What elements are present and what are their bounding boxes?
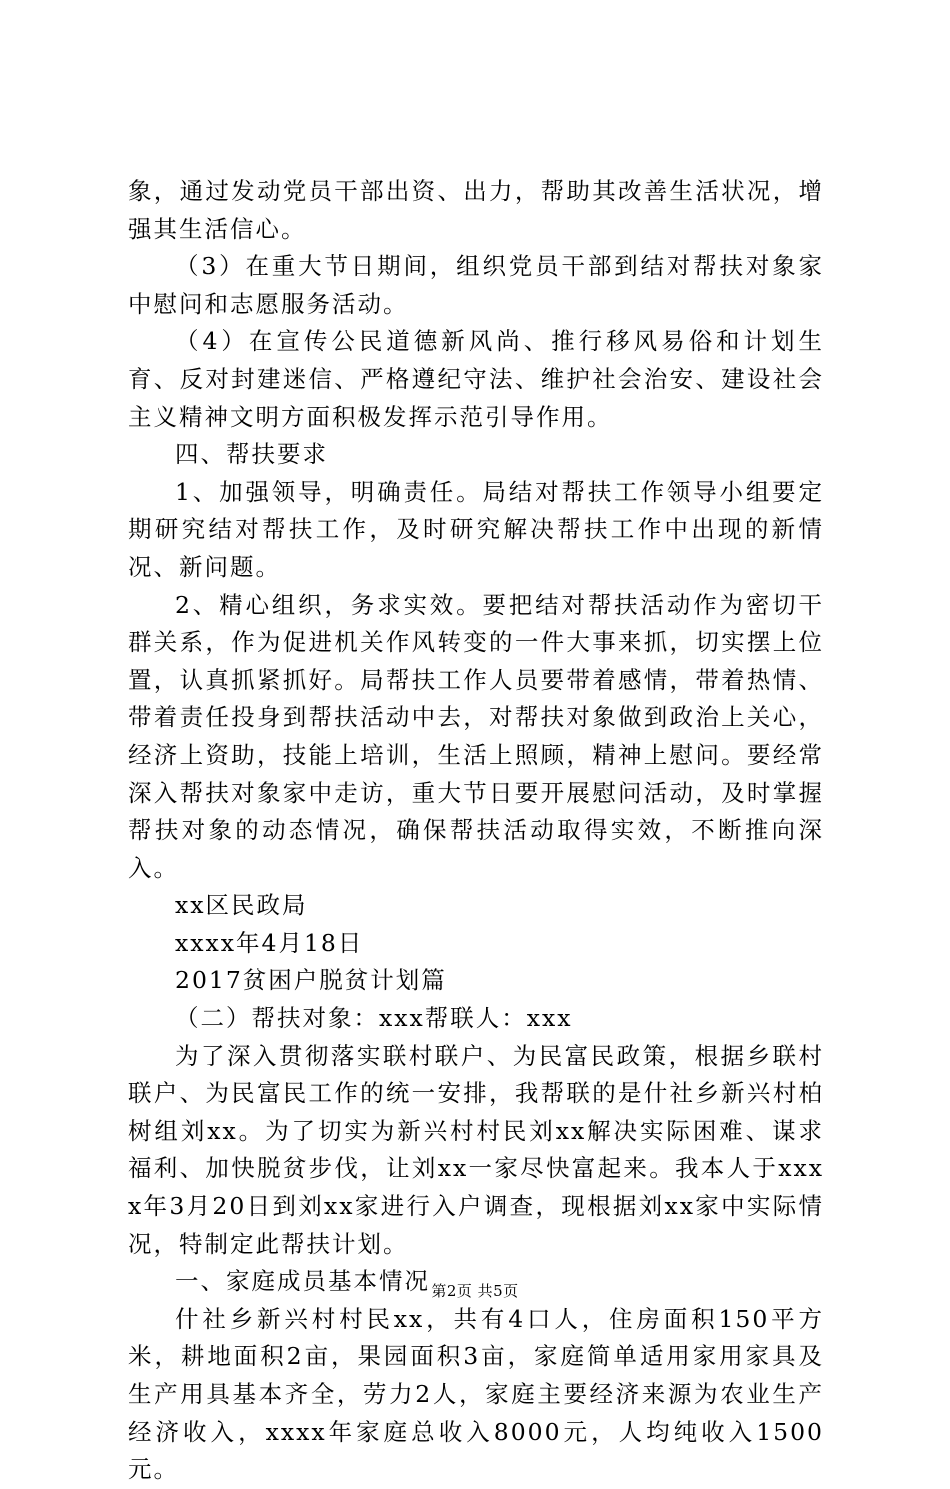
- section-heading: 一、家庭成员基本情况: [175, 1267, 430, 1296]
- section-heading: 四、帮扶要求: [175, 440, 328, 469]
- paragraph: （3）在重大节日期间，组织党员干部到结对帮扶对象家中慰问和志愿服务活动。: [128, 252, 824, 318]
- paragraph: 1、加强领导，明确责任。局结对帮扶工作领导小组要定期研究结对帮扶工作，及时研究解决帮扶工作中出现的新情况、新问题。: [128, 477, 824, 581]
- paragraph: 什社乡新兴村村民xx，共有4口人，住房面积150平方米，耕地面积2亩，果园面积3亩，家庭简单适用家用家具及生产用具基本齐全，劳力2人，家庭主要经济来源为农业生产经济收入，xxxx年家庭总收入8000元，人均纯收入1500元。: [128, 1304, 824, 1484]
- paragraph: 为了深入贯彻落实联村联户、为民富民政策，根据乡联村联户、为民富民工作的统一安排，我帮联的是什社乡新兴村柏树组刘xx。为了切实为新兴村村民刘xx解决实际困难、谋求福利、加快脱贫步伐，让刘xx一家尽快富起来。我本人于xxxx年3月20日到刘xx家进行入户调查，现根据刘xx家中实际情况，特制定此帮扶计划。: [128, 1041, 824, 1258]
- paragraph: 象，通过发动党员干部出资、出力，帮助其改善生活状况，增强其生活信心。: [128, 177, 824, 243]
- signature-date: xxxx年4月18日: [175, 928, 364, 957]
- paragraph: （4）在宣传公民道德新风尚、推行移风易俗和计划生育、反对封建迷信、严格遵纪守法、维护社会治安、建设社会主义精神文明方面积极发挥示范引导作用。: [128, 327, 824, 431]
- signature-org: xx区民政局: [175, 891, 308, 920]
- article-title: 2017贫困户脱贫计划篇: [175, 966, 447, 995]
- paragraph: 2、精心组织，务求实效。要把结对帮扶活动作为密切干群关系，作为促进机关作风转变的一件大事来抓，切实摆上位置，认真抓紧抓好。局帮扶工作人员要带着感情，带着热情、带着责任投身到帮扶活动中去，对帮扶对象做到政治上关心，经济上资助，技能上培训，生活上照顾，精神上慰问。要经常深入帮扶对象家中走访，重大节日要开展慰问活动，及时掌握帮扶对象的动态情况，确保帮扶活动取得实效，不断推向深入。: [128, 590, 824, 882]
- page-number-footer: 第2页 共5页: [431, 1282, 519, 1300]
- paragraph: （二）帮扶对象：xxx帮联人：xxx: [175, 1004, 573, 1033]
